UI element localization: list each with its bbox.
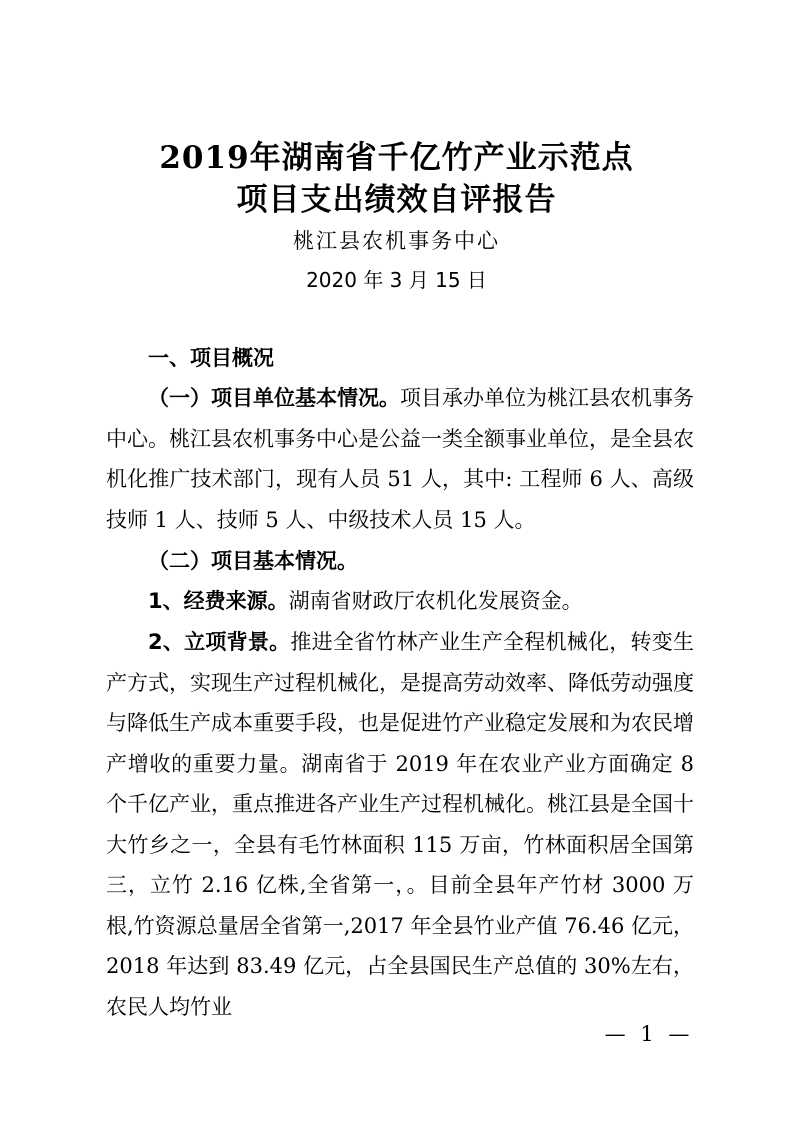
document-title-line-2: 项目支出绩效自评报告 (236, 182, 557, 218)
paragraph-background (106, 622, 694, 1027)
unit-heading: （一）项目单位基本情况。 (148, 386, 400, 410)
basic-heading: （二）项目基本情况。 (148, 549, 358, 573)
document-title-line-1: 2019年湖南省千亿竹产业示范点 (159, 140, 634, 176)
organization-name: 桃江县农机事务中心 (293, 229, 500, 253)
paragraph-funding (106, 581, 694, 622)
page-number: — 1 — (604, 1022, 694, 1046)
paragraph-basic-info (106, 541, 694, 582)
funding-body: 湖南省财政厅农机化发展资金。 (288, 589, 583, 613)
background-heading: 2、立项背景。 (148, 630, 291, 654)
section-overview (106, 338, 694, 379)
funding-heading: 1、经费来源。 (148, 589, 289, 613)
paragraph-unit-info (106, 378, 694, 540)
background-body: 推进全省竹林产业生产全程机械化，转变生产方式，实现生产过程机械化，是提高劳动效率、降低劳动强度与降低生产成本重要手段，也是促进竹产业稳定发展和为农民增产增收的重要力量。湖南省于 2019 年在农业产业方面确定 8 个千亿产业，重点推进各产业生产过程机械化。桃江县是全国十大竹乡之一，全县有毛竹林面积 115 万亩，竹林面积居全国第三，立竹 2.16 亿株,全省第一，。目前全县年产竹材 3000 万根,竹资源总量居全省第一,2017 年全县竹业产值 76.46 亿元，2018 年达到 83.49 亿元，占全县国民生产总值的 30%左右，农民人均竹业 (106, 630, 694, 1019)
overview-heading: 一、项目概况 (148, 346, 274, 370)
report-date: 2020 年 3 月 15 日 (306, 268, 487, 292)
unit-body: 项目承办单位为桃江县农机事务中心。桃江县农机事务中心是公益一类全额事业单位，是全县农机化推广技术部门，现有人员 51 人，其中: 工程师 6 人、高级技师 1 人、技师 5 人、中级技术人员 15 人。 (106, 386, 694, 532)
